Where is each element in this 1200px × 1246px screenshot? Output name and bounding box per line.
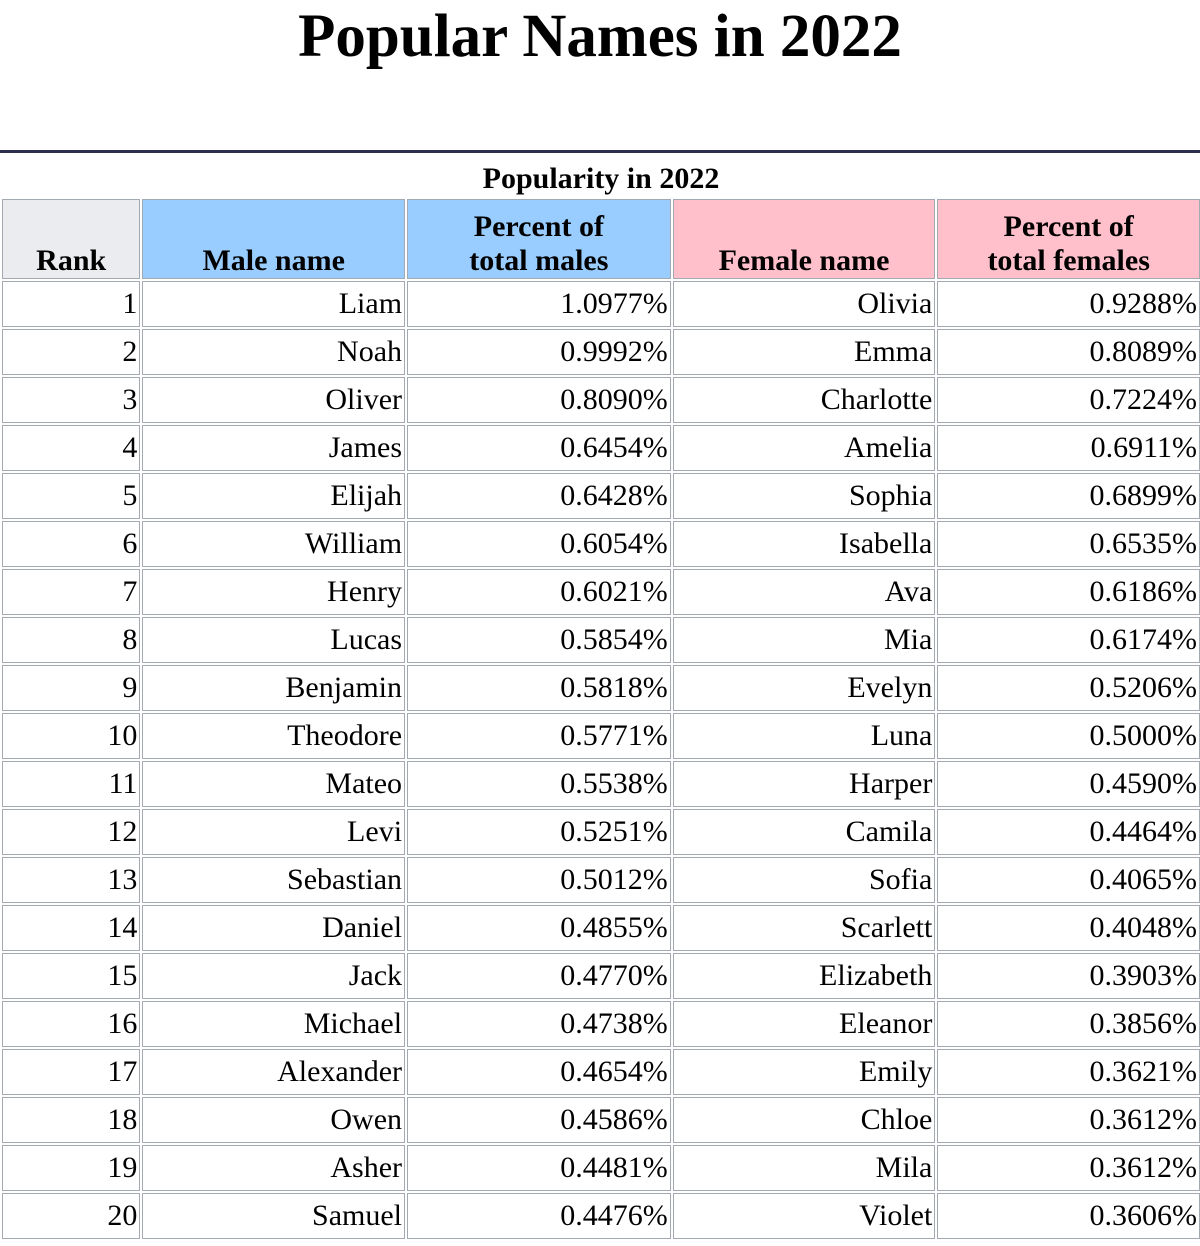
rank-cell: 12	[2, 809, 140, 855]
female-percent-header-line2: total females	[987, 244, 1150, 277]
rank-cell: 20	[2, 1193, 140, 1239]
male-percent-header-line1: Percent of	[473, 210, 604, 243]
table-row	[2, 713, 1200, 759]
male-percent-cell: 0.4481%	[407, 1145, 671, 1191]
table-row	[2, 1049, 1200, 1095]
table-row	[2, 809, 1200, 855]
table-row	[2, 953, 1200, 999]
male-name-cell: Jack	[142, 953, 405, 999]
table-row	[2, 377, 1200, 423]
male-percent-cell: 0.5538%	[407, 761, 671, 807]
female-name-cell: Chloe	[673, 1097, 936, 1143]
male-percent-cell: 0.4476%	[407, 1193, 671, 1239]
female-name-cell: Amelia	[673, 425, 936, 471]
female-percent-cell: 0.8089%	[937, 329, 1200, 375]
rank-cell: 4	[2, 425, 140, 471]
female-percent-cell: 0.3612%	[937, 1145, 1200, 1191]
male-percent-cell: 0.4855%	[407, 905, 671, 951]
female-name-cell: Camila	[673, 809, 936, 855]
male-percent-cell: 0.6454%	[407, 425, 671, 471]
female-percent-cell: 0.3903%	[937, 953, 1200, 999]
female-name-cell: Elizabeth	[673, 953, 936, 999]
female-percent-cell: 0.6174%	[937, 617, 1200, 663]
male-name-cell: Alexander	[142, 1049, 405, 1095]
page-title: Popular Names in 2022	[298, 3, 902, 70]
male-name-cell: Henry	[142, 569, 405, 615]
rank-cell: 5	[2, 473, 140, 519]
table-row	[2, 761, 1200, 807]
table-row	[2, 905, 1200, 951]
table-row	[2, 1193, 1200, 1239]
male-percent-cell: 0.4770%	[407, 953, 671, 999]
female-name-cell: Ava	[673, 569, 936, 615]
rank-cell: 17	[2, 1049, 140, 1095]
female-percent-cell: 0.4590%	[937, 761, 1200, 807]
female-percent-cell: 0.6186%	[937, 569, 1200, 615]
male-percent-cell: 0.5251%	[407, 809, 671, 855]
female-name-cell: Emily	[673, 1049, 936, 1095]
male-name-cell: Oliver	[142, 377, 405, 423]
male-name-cell: James	[142, 425, 405, 471]
male-name-header: Male name	[142, 199, 405, 279]
male-name-cell: Liam	[142, 281, 405, 327]
female-name-cell: Luna	[673, 713, 936, 759]
female-name-cell: Charlotte	[673, 377, 936, 423]
rank-cell: 3	[2, 377, 140, 423]
table-row	[2, 281, 1200, 327]
female-name-cell: Harper	[673, 761, 936, 807]
rank-cell: 6	[2, 521, 140, 567]
table-caption: Popularity in 2022	[482, 162, 720, 195]
male-name-cell: Elijah	[142, 473, 405, 519]
female-percent-cell: 0.5206%	[937, 665, 1200, 711]
male-percent-cell: 0.5012%	[407, 857, 671, 903]
rank-cell: 11	[2, 761, 140, 807]
male-name-cell: William	[142, 521, 405, 567]
female-percent-cell: 0.3856%	[937, 1001, 1200, 1047]
male-name-cell: Daniel	[142, 905, 405, 951]
male-name-cell: Owen	[142, 1097, 405, 1143]
female-percent-cell: 0.3621%	[937, 1049, 1200, 1095]
female-percent-header-line1: Percent of	[1003, 210, 1134, 243]
male-name-cell: Sebastian	[142, 857, 405, 903]
female-name-cell: Sofia	[673, 857, 936, 903]
table-row	[2, 1145, 1200, 1191]
male-percent-header-line2: total males	[469, 244, 609, 277]
male-percent-cell: 1.0977%	[407, 281, 671, 327]
female-percent-cell: 0.5000%	[937, 713, 1200, 759]
table-row	[2, 1001, 1200, 1047]
male-name-cell: Lucas	[142, 617, 405, 663]
table-row	[2, 425, 1200, 471]
male-percent-cell: 0.4654%	[407, 1049, 671, 1095]
male-name-cell: Theodore	[142, 713, 405, 759]
male-percent-cell: 0.5854%	[407, 617, 671, 663]
table-row	[2, 665, 1200, 711]
rank-cell: 14	[2, 905, 140, 951]
female-percent-cell: 0.6911%	[937, 425, 1200, 471]
female-name-cell: Mila	[673, 1145, 936, 1191]
female-name-cell: Evelyn	[673, 665, 936, 711]
female-name-header: Female name	[673, 199, 936, 279]
rank-cell: 15	[2, 953, 140, 999]
rank-cell: 18	[2, 1097, 140, 1143]
male-percent-cell: 0.6428%	[407, 473, 671, 519]
female-name-cell: Isabella	[673, 521, 936, 567]
male-name-cell: Mateo	[142, 761, 405, 807]
rank-cell: 7	[2, 569, 140, 615]
male-percent-cell: 0.4586%	[407, 1097, 671, 1143]
table-row	[2, 857, 1200, 903]
rank-cell: 1	[2, 281, 140, 327]
female-percent-cell: 0.6899%	[937, 473, 1200, 519]
female-percent-cell: 0.4464%	[937, 809, 1200, 855]
female-percent-header	[937, 199, 1200, 279]
table-row	[2, 617, 1200, 663]
female-name-cell: Mia	[673, 617, 936, 663]
female-name-cell: Violet	[673, 1193, 936, 1239]
male-name-cell: Asher	[142, 1145, 405, 1191]
male-name-cell: Levi	[142, 809, 405, 855]
male-name-cell: Noah	[142, 329, 405, 375]
header-row	[2, 199, 1200, 279]
male-percent-cell: 0.6054%	[407, 521, 671, 567]
female-percent-cell: 0.3612%	[937, 1097, 1200, 1143]
male-name-cell: Samuel	[142, 1193, 405, 1239]
female-percent-cell: 0.4048%	[937, 905, 1200, 951]
rank-cell: 13	[2, 857, 140, 903]
female-percent-cell: 0.9288%	[937, 281, 1200, 327]
male-percent-cell: 0.5771%	[407, 713, 671, 759]
female-percent-cell: 0.7224%	[937, 377, 1200, 423]
male-percent-header	[407, 199, 671, 279]
male-name-cell: Benjamin	[142, 665, 405, 711]
rank-cell: 19	[2, 1145, 140, 1191]
female-name-cell: Eleanor	[673, 1001, 936, 1047]
popular-names-table	[0, 153, 1200, 1241]
male-name-cell: Michael	[142, 1001, 405, 1047]
male-percent-cell: 0.8090%	[407, 377, 671, 423]
female-percent-cell: 0.3606%	[937, 1193, 1200, 1239]
female-name-cell: Scarlett	[673, 905, 936, 951]
rank-cell: 2	[2, 329, 140, 375]
male-percent-cell: 0.9992%	[407, 329, 671, 375]
female-name-cell: Sophia	[673, 473, 936, 519]
female-name-cell: Emma	[673, 329, 936, 375]
male-percent-cell: 0.5818%	[407, 665, 671, 711]
table-row	[2, 329, 1200, 375]
table-body	[2, 281, 1200, 1239]
rank-cell: 16	[2, 1001, 140, 1047]
table-row	[2, 473, 1200, 519]
female-percent-cell: 0.6535%	[937, 521, 1200, 567]
table-row	[2, 569, 1200, 615]
male-percent-cell: 0.6021%	[407, 569, 671, 615]
female-name-cell: Olivia	[673, 281, 936, 327]
male-percent-cell: 0.4738%	[407, 1001, 671, 1047]
female-percent-cell: 0.4065%	[937, 857, 1200, 903]
table-row	[2, 521, 1200, 567]
rank-cell: 10	[2, 713, 140, 759]
rank-header: Rank	[2, 199, 140, 279]
table-row	[2, 1097, 1200, 1143]
rank-cell: 9	[2, 665, 140, 711]
rank-cell: 8	[2, 617, 140, 663]
